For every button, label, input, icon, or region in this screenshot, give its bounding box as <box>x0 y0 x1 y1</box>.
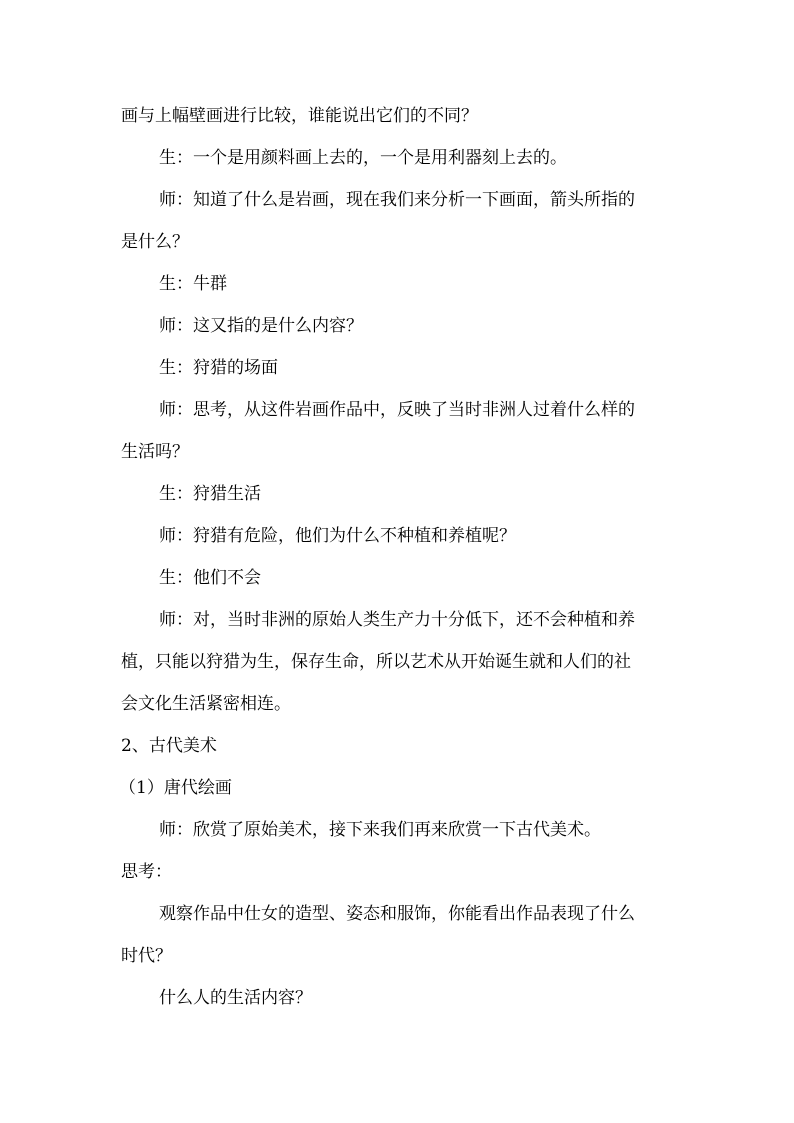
text-line: 植，只能以狩猎为生，保存生命，所以艺术从开始诞生就和人们的社 <box>121 652 631 672</box>
subsection-heading: （1）唐代绘画 <box>119 778 232 798</box>
dialogue-line: 师：思考，从这件岩画作品中，反映了当时非洲人过着什么样的 <box>159 400 635 420</box>
text-line: 时代？ <box>121 946 172 966</box>
text-line: 思考： <box>121 862 172 882</box>
text-line: 是什么？ <box>121 232 189 252</box>
text-line: 画与上幅壁画进行比较，谁能说出它们的不同？ <box>121 106 478 126</box>
dialogue-line: 师：欣赏了原始美术，接下来我们再来欣赏一下古代美术。 <box>159 820 601 840</box>
dialogue-line: 师：对，当时非洲的原始人类生产力十分低下，还不会种植和养 <box>159 610 635 630</box>
dialogue-line: 生：狩猎的场面 <box>159 358 278 378</box>
question-line: 什么人的生活内容？ <box>159 988 312 1008</box>
text-line: 生活吗？ <box>121 442 189 462</box>
dialogue-line: 师：狩猎有危险，他们为什么不种植和养植呢？ <box>159 526 516 546</box>
text-line: 会文化生活紧密相连。 <box>121 694 291 714</box>
dialogue-line: 生：狩猎生活 <box>159 484 261 504</box>
section-heading: 2、古代美术 <box>121 736 217 756</box>
question-line: 观察作品中仕女的造型、姿态和服饰，你能看出作品表现了什么 <box>159 904 635 924</box>
dialogue-line: 生：他们不会 <box>159 568 261 588</box>
dialogue-line: 生：牛群 <box>159 274 227 294</box>
dialogue-line: 师：这又指的是什么内容？ <box>159 316 363 336</box>
dialogue-line: 生：一个是用颜料画上去的，一个是用利器刻上去的。 <box>159 148 567 168</box>
dialogue-line: 师：知道了什么是岩画，现在我们来分析一下画面，箭头所指的 <box>159 190 635 210</box>
